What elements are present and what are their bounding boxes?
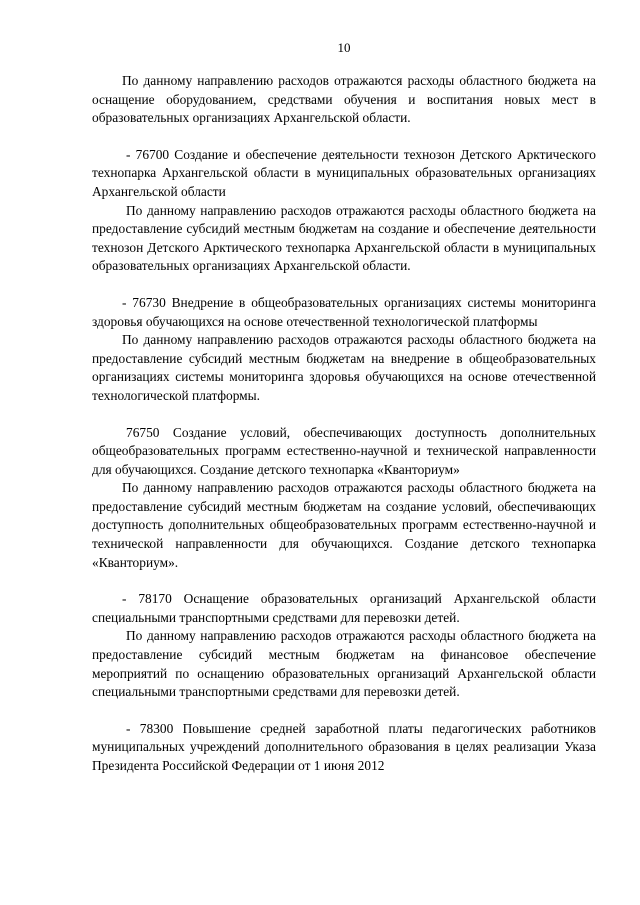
paragraph-code-76730: - 76730 Внедрение в общеобразовательных организациях системы мониторинга здоровья обучающихся на основе отечественной технологической платформы xyxy=(92,294,596,329)
paragraph-code-78300: - 78300 Повышение средней заработной платы педагогических работников муниципальных учреждений дополнительного образования в целях реализации Указа Президента Российской Федерации от 1 июня 2012 xyxy=(92,720,596,773)
paragraph-code-76750: 76750 Создание условий, обеспечивающих доступность дополнительных общеобразовательных программ естественно-научной и технической направленности для обучающихся. Создание детского технопарка «Кванториум» xyxy=(92,424,596,477)
page-number: 10 xyxy=(337,40,351,55)
paragraph-code-76700: - 76700 Создание и обеспечение деятельности технозон Детского Арктического технопарка Архангельской области в муниципальных образовательных организациях Архангельской области xyxy=(92,146,596,199)
paragraph-description-78170: По данному направлению расходов отражаются расходы областного бюджета на предоставление субсидий местным бюджетам на финансовое обеспечение мероприятий по оснащению образовательных организаций Архангельской области специальными транспортными средствами для перевозки детей. xyxy=(92,628,596,700)
paragraph-description-76730: По данному направлению расходов отражаются расходы областного бюджета на предоставление субсидий местным бюджетам на внедрение в общеобразовательных организациях системы мониторинга здоровья обучающихся на основе отечественной технологической платформы. xyxy=(92,332,596,403)
paragraph-description-76700: По данному направлению расходов отражаются расходы областного бюджета на предоставление субсидий местным бюджетам на создание и обеспечение деятельности технозон Детского Арктического технопарка Архангельской области в муниципальных образовательных организациях Архангельской области. xyxy=(92,202,596,274)
document-body xyxy=(92,72,596,776)
paragraph-code-78170: - 78170 Оснащение образовательных организаций Архангельской области специальными транспортными средствами для перевозки детей. xyxy=(92,591,596,625)
paragraph-description-76750: По данному направлению расходов отражаются расходы областного бюджета на предоставление субсидий местным бюджетам на создание условий, обеспечивающих доступность дополнительных общеобразовательных программ естественно-научной и технической направленности для обучающихся. Создание детского технопарка «Кванториум». xyxy=(92,480,596,570)
paragraph-description-76670: По данному направлению расходов отражаются расходы областного бюджета на оснащение оборудованием, средствами обучения и воспитания новых мест в образовательных организациях Архангельской области. xyxy=(92,73,596,126)
